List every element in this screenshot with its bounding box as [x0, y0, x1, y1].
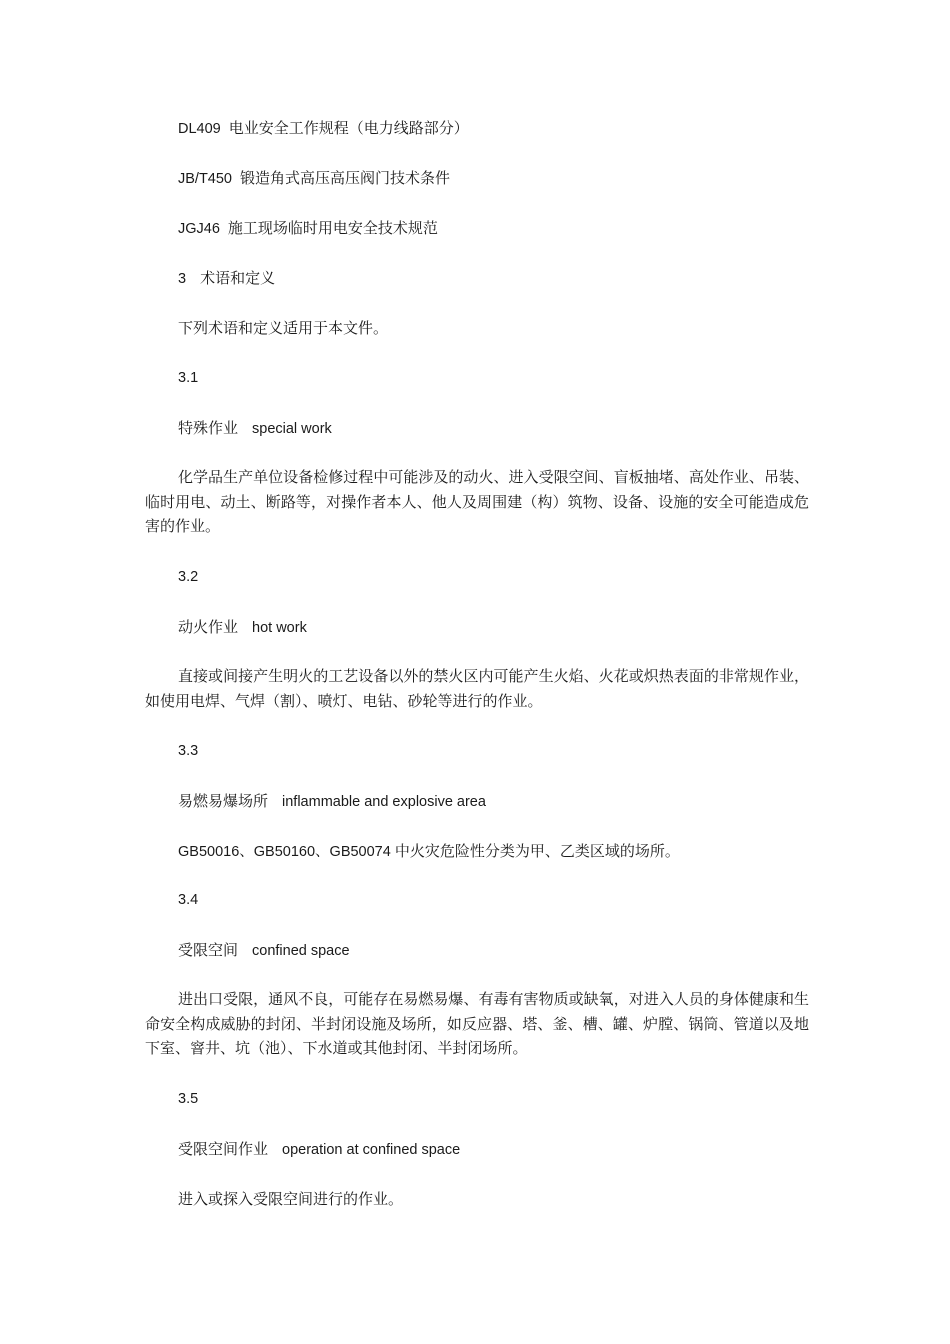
section-intro: 下列术语和定义适用于本文件。	[178, 319, 389, 337]
term-name-en: inflammable and explosive area	[282, 794, 486, 810]
reference-title: 电业安全工作规程（电力线路部分）	[228, 119, 469, 137]
term-name-en: special work	[252, 421, 332, 437]
reference-title: 施工现场临时用电安全技术规范	[227, 219, 438, 237]
reference-code: JGJ46	[178, 221, 220, 237]
reference-line	[178, 118, 469, 139]
term-definition: 进出口受限，通风不良，可能存在易燃易爆、有毒有害物质或缺氧，对进入人员的身体健康和生命安全构成威胁的封闭、半封闭设施及场所，如反应器、塔、釜、槽、罐、炉膛、锅筒、管道以及地下室、窨井、坑（池）、下水道或其他封闭、半封闭场所。	[145, 990, 809, 1057]
term-number: 3.1	[178, 370, 199, 386]
term-name-en: confined space	[252, 943, 350, 959]
definition-codes: GB50016、GB50160、GB50074	[178, 844, 391, 860]
term-name-zh: 动火作业	[178, 618, 239, 636]
definition-text: 中火灾危险性分类为甲、乙类区域的场所。	[394, 842, 680, 860]
section-title: 术语和定义	[200, 269, 276, 287]
term-number: 3.4	[178, 892, 199, 908]
term-heading	[178, 791, 486, 812]
reference-title: 锻造角式高压高压阀门技术条件	[240, 169, 451, 187]
reference-code: JB/T450	[178, 171, 232, 187]
term-definition: 化学品生产单位设备检修过程中可能涉及的动火、进入受限空间、盲板抽堵、高处作业、吊装、临时用电、动土、断路等，对操作者本人、他人及周围建（构）筑物、设备、设施的安全可能造成危害的作业。	[145, 468, 809, 535]
term-heading	[178, 1139, 460, 1160]
term-heading	[178, 940, 350, 961]
reference-code: DL409	[178, 121, 221, 137]
reference-line	[178, 218, 438, 239]
term-definition: 进入或探入受限空间进行的作业。	[178, 1190, 404, 1208]
term-name-zh: 易燃易爆场所	[178, 792, 269, 810]
term-heading	[178, 617, 307, 638]
reference-line	[178, 168, 450, 189]
term-definition	[178, 841, 680, 862]
term-number: 3.2	[178, 569, 199, 585]
term-heading	[178, 418, 332, 439]
term-number: 3.3	[178, 743, 199, 759]
term-name-en: operation at confined space	[282, 1142, 461, 1158]
section-heading	[178, 268, 275, 289]
term-name-en: hot work	[252, 620, 307, 636]
term-name-zh: 受限空间	[178, 941, 239, 959]
term-name-zh: 受限空间作业	[178, 1140, 269, 1158]
term-number: 3.5	[178, 1091, 199, 1107]
term-name-zh: 特殊作业	[178, 419, 239, 437]
section-number: 3	[178, 271, 187, 287]
term-definition: 直接或间接产生明火的工艺设备以外的禁火区内可能产生火焰、火花或炽热表面的非常规作业，如使用电焊、气焊（割）、喷灯、电钻、砂轮等进行的作业。	[145, 667, 809, 710]
